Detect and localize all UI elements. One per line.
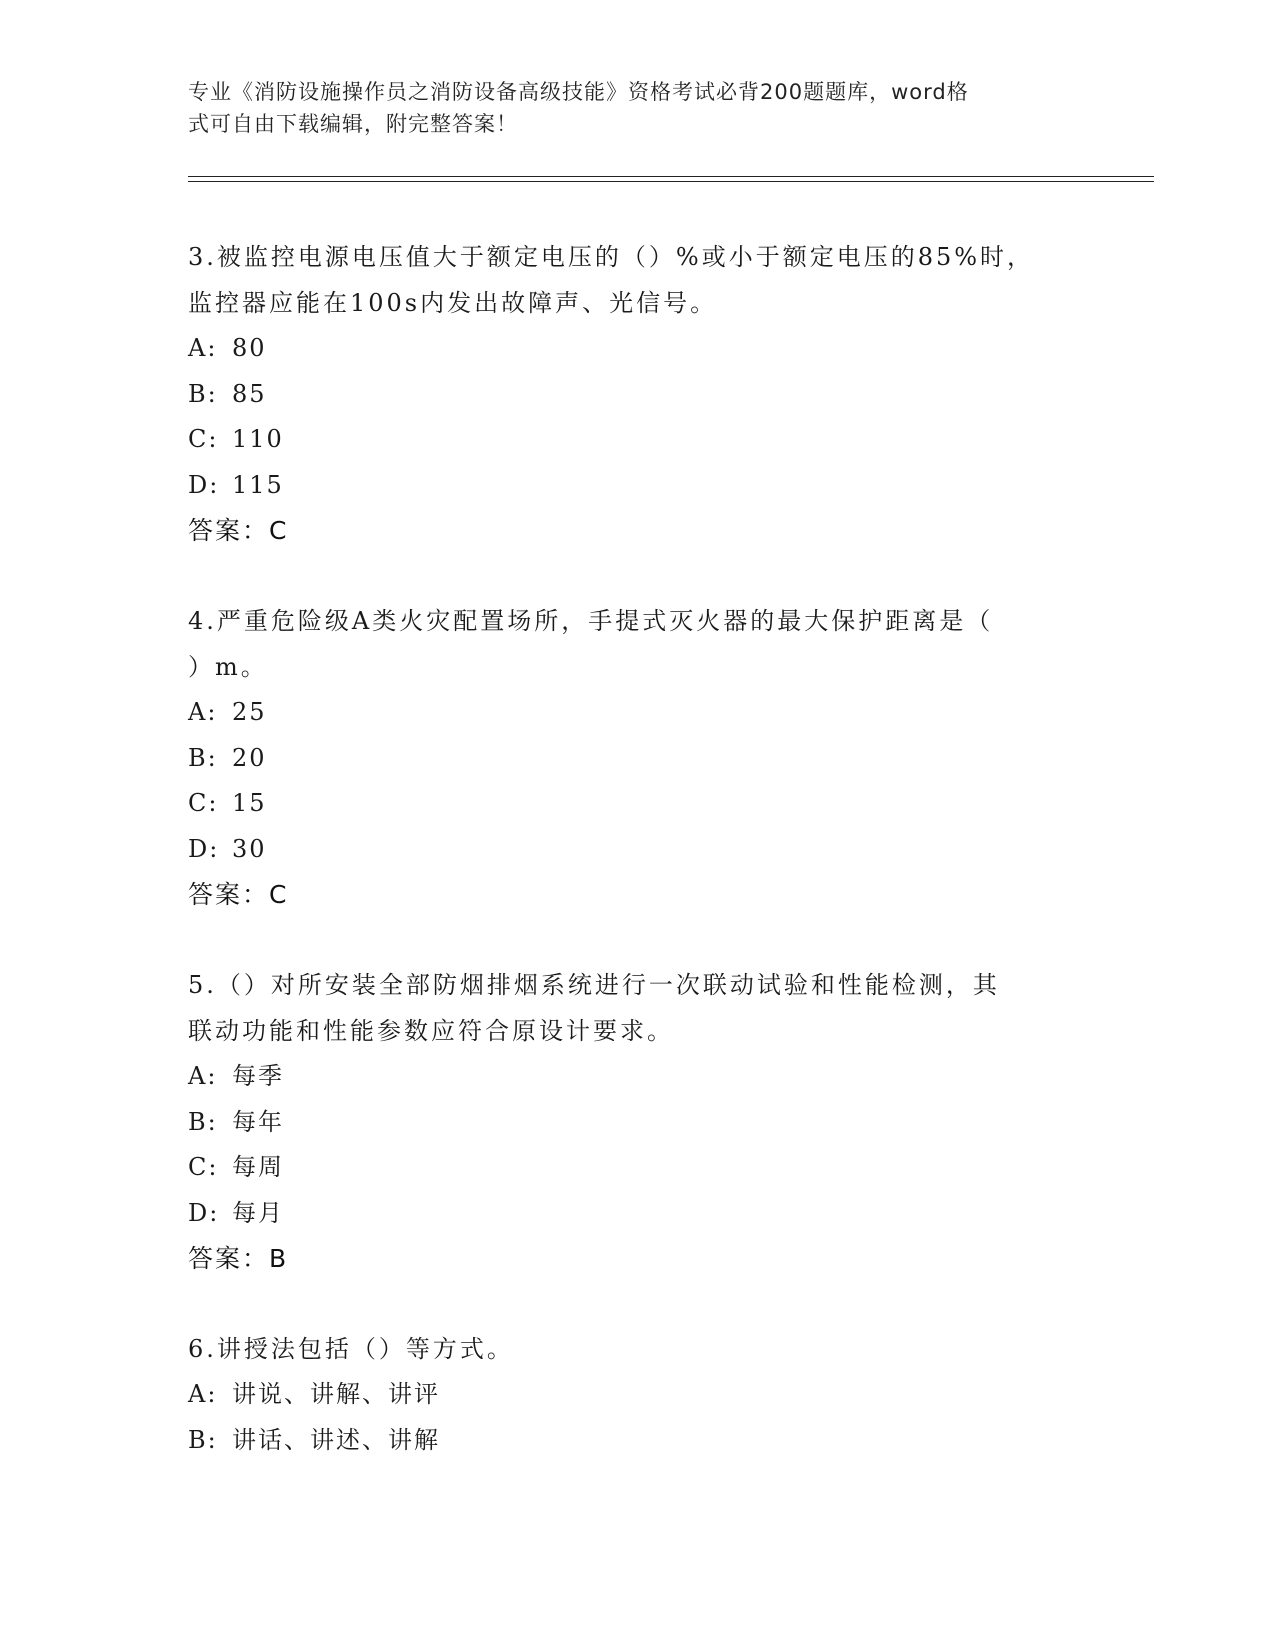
option-text: 110 <box>232 425 284 453</box>
answer-line: 答案：B <box>188 1244 289 1273</box>
option-a <box>188 1372 1068 1418</box>
option-label: B: <box>188 379 218 408</box>
option-d <box>188 1191 1068 1237</box>
option-a <box>188 690 1068 736</box>
option-text: 每季 <box>232 1062 284 1090</box>
option-label: B: <box>188 1425 218 1454</box>
option-text: 讲说、讲解、讲评 <box>232 1380 440 1408</box>
header-line-1: 专业《消防设施操作员之消防设备高级技能》资格考试必背200题题库，word格 <box>188 80 969 104</box>
question-5 <box>188 962 1068 1282</box>
option-label: A: <box>188 1062 218 1090</box>
option-label: A: <box>188 698 218 726</box>
option-label: A: <box>188 334 218 362</box>
option-text: 讲话、讲述、讲解 <box>232 1425 440 1454</box>
option-text: 每年 <box>232 1107 284 1136</box>
option-b <box>188 1100 1068 1146</box>
question-text-line-1: 5.（）对所安装全部防烟排烟系统进行一次联动试验和性能检测，其 <box>188 971 1000 999</box>
option-b <box>188 1418 1068 1464</box>
option-label: C: <box>188 425 219 453</box>
question-3 <box>188 234 1068 554</box>
question-text-line-1: 6.讲授法包括（）等方式。 <box>188 1335 514 1363</box>
option-label: B: <box>188 743 218 772</box>
question-4 <box>188 598 1068 918</box>
option-text: 30 <box>232 834 267 863</box>
header-divider-top <box>188 176 1154 177</box>
question-text-line-2: 监控器应能在100s内发出故障声、光信号。 <box>188 289 718 317</box>
option-label: C: <box>188 789 219 817</box>
option-label: B: <box>188 1107 218 1136</box>
header-line-2: 式可自由下载编辑，附完整答案！ <box>188 112 518 136</box>
option-c <box>188 1145 1068 1191</box>
option-label: A: <box>188 1380 218 1408</box>
option-c <box>188 781 1068 827</box>
option-label: D: <box>188 1198 220 1227</box>
option-b <box>188 736 1068 782</box>
option-a <box>188 1054 1068 1100</box>
option-c <box>188 417 1068 463</box>
option-label: C: <box>188 1153 219 1181</box>
question-text-line-2: 联动功能和性能参数应符合原设计要求。 <box>188 1017 674 1045</box>
question-text-line-1: 4.严重危险级A类火灾配置场所，手提式灭火器的最大保护距离是（ <box>188 607 994 635</box>
option-d <box>188 827 1068 873</box>
option-text: 115 <box>232 470 284 499</box>
option-label: D: <box>188 470 220 499</box>
question-text-line-2: ）m。 <box>188 653 268 681</box>
option-text: 每周 <box>232 1153 284 1181</box>
option-text: 每月 <box>232 1198 284 1227</box>
option-d <box>188 463 1068 509</box>
document-header <box>188 76 1068 140</box>
option-text: 25 <box>232 698 267 726</box>
header-divider-bottom <box>188 181 1154 182</box>
question-6 <box>188 1326 1068 1463</box>
option-a <box>188 326 1068 372</box>
option-label: D: <box>188 834 220 863</box>
option-text: 20 <box>232 743 267 772</box>
option-b <box>188 372 1068 418</box>
answer-line: 答案：C <box>188 516 289 545</box>
option-text: 85 <box>232 379 267 408</box>
question-list <box>188 234 1068 1507</box>
option-text: 80 <box>232 334 267 362</box>
option-text: 15 <box>232 789 267 817</box>
answer-line: 答案：C <box>188 880 289 909</box>
question-text-line-1: 3.被监控电源电压值大于额定电压的（）%或小于额定电压的85%时， <box>188 243 1035 271</box>
